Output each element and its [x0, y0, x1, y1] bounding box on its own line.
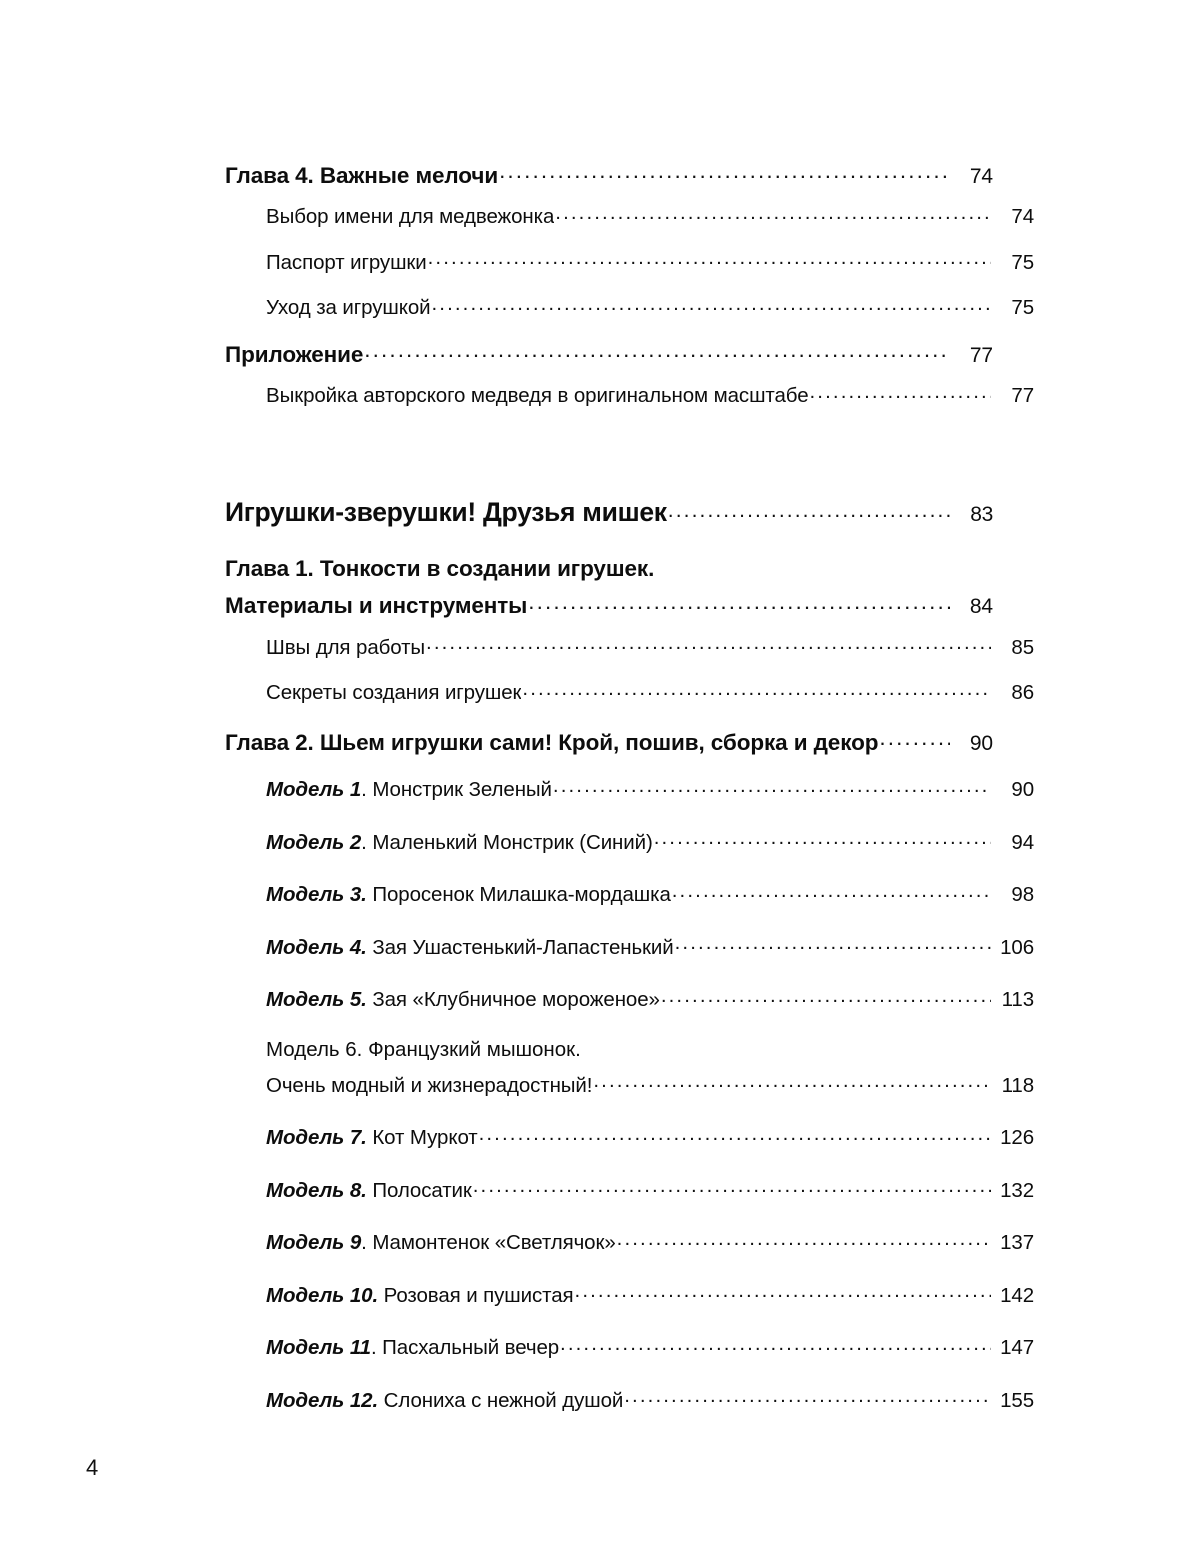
spacer	[225, 907, 993, 933]
model-entry-label: Модель 3. Поросенок Милашка-мордашка	[266, 883, 671, 906]
model-entry-page: 90	[1011, 778, 1034, 801]
dot-leader	[624, 1386, 991, 1407]
dot-leader	[428, 248, 991, 269]
model-list	[225, 776, 1034, 1413]
toc-entry-label: Швы для работы	[266, 635, 426, 659]
spacer	[225, 320, 993, 339]
model-entry[interactable]	[225, 881, 1034, 908]
model-entry-page: 142	[1000, 1283, 1034, 1307]
toc-entry-page: 77	[969, 343, 993, 367]
spacer	[225, 1150, 993, 1176]
model-number: Модель 8.	[266, 1178, 367, 1202]
model-number: Модель 3.	[266, 883, 367, 906]
model-number: Модель 9	[266, 1231, 362, 1254]
toc-entry-page: 75	[1011, 250, 1034, 274]
model-entry-page: 118	[1001, 1073, 1034, 1097]
spacer	[225, 960, 993, 986]
table-of-contents	[225, 160, 1034, 1413]
dot-leader	[560, 1334, 991, 1355]
dot-leader	[675, 933, 991, 954]
spacer	[225, 705, 993, 727]
model-number: Модель 12.	[266, 1388, 379, 1412]
dot-leader	[555, 203, 991, 224]
model-entry[interactable]	[225, 828, 1034, 855]
book-title-label: Игрушки-зверушки! Друзья мишек	[225, 496, 667, 527]
model-entry-label: Модель 11. Пасхальный вечер	[266, 1336, 560, 1359]
model-entry-label: Модель 1. Монстрик Зеленый	[266, 778, 552, 801]
toc-entry-book-title[interactable]	[225, 494, 993, 528]
dot-leader	[672, 881, 991, 902]
spacer	[225, 756, 993, 776]
toc-entry-sub[interactable]	[225, 633, 1034, 660]
toc-entry-label: Глава 4. Важные мелочи	[225, 162, 499, 188]
dot-leader	[575, 1281, 991, 1302]
model-number: Модель 7.	[266, 1126, 367, 1149]
toc-entry-sub[interactable]	[225, 382, 1034, 409]
model-entry-page: 137	[1000, 1231, 1034, 1254]
spacer	[225, 1098, 993, 1124]
dot-leader	[593, 1071, 991, 1092]
toc-entry-page: 74	[1011, 205, 1034, 228]
spacer	[225, 1360, 993, 1386]
dot-leader	[668, 494, 950, 521]
model-entry-page: 155	[1000, 1388, 1034, 1412]
spacer	[225, 1255, 993, 1281]
model-entry-label: Модель 8. Полосатик	[266, 1178, 472, 1202]
toc-entry-page: 90	[969, 731, 993, 755]
dot-leader	[431, 294, 991, 315]
toc-entry-label: Приложение	[225, 341, 364, 367]
spacer	[225, 660, 993, 679]
model-entry[interactable]	[225, 1071, 1034, 1098]
spacer	[225, 1203, 993, 1229]
model-entry-label: Модель 7. Кот Муркот	[266, 1126, 478, 1149]
toc-entry-sub[interactable]	[225, 203, 1034, 230]
spacer	[225, 1308, 993, 1334]
model-entry-label: Модель 9. Мамонтенок «Светлячок»	[266, 1231, 616, 1254]
model-entry-page: 94	[1011, 830, 1034, 854]
toc-entry-label: Выкройка авторского медведя в оригинальном масштабе	[266, 384, 809, 407]
model-entry[interactable]	[225, 933, 1034, 960]
model-entry-page: 98	[1011, 883, 1034, 906]
toc-entry-sub[interactable]	[225, 294, 1034, 321]
toc-entry-chapter[interactable]	[225, 591, 993, 620]
toc-entry-label: Паспорт игрушки	[266, 250, 427, 274]
toc-entry-label: Выбор имени для медвежонка	[266, 205, 555, 228]
model-number: Модель 2	[266, 830, 362, 854]
toc-entry-label: Глава 2. Шьем игрушки сами! Крой, пошив, сборка и декор	[225, 729, 879, 755]
model-entry[interactable]	[225, 1281, 1034, 1308]
model-entry[interactable]	[225, 1124, 1034, 1151]
spacer	[225, 855, 993, 881]
model-entry-label: Модель 4. Зая Ушастенький-Лапастенький	[266, 935, 674, 959]
model-entry[interactable]	[225, 1386, 1034, 1413]
toc-entry-page: 74	[969, 164, 993, 188]
page-number: 4	[86, 1455, 99, 1480]
toc-entry-label: Секреты создания игрушек	[266, 681, 522, 704]
spacer	[225, 229, 993, 248]
dot-leader	[426, 633, 991, 654]
spacer	[225, 1012, 993, 1038]
model-entry-label: Модель 5. Зая «Клубничное мороженое»	[266, 988, 660, 1011]
dot-leader	[879, 727, 950, 750]
toc-entry-chapter[interactable]	[225, 727, 993, 756]
spacer	[225, 619, 993, 633]
model-entry[interactable]	[225, 1334, 1034, 1361]
toc-entry-chapter[interactable]	[225, 160, 993, 189]
dot-leader	[661, 986, 991, 1007]
toc-entry-page: 84	[969, 595, 993, 618]
model-entry-page: 106	[1000, 935, 1034, 959]
toc-entry-page: 83	[970, 502, 993, 526]
dot-leader	[522, 679, 991, 700]
model-entry[interactable]	[225, 1176, 1034, 1203]
spacer	[225, 368, 993, 382]
dot-leader	[528, 591, 950, 614]
model-entry-line1: Модель 6. Французкий мышонок.	[266, 1038, 581, 1061]
model-entry-label: Модель 12. Слониха с нежной душой	[266, 1388, 624, 1412]
spacer	[225, 528, 993, 556]
dot-leader	[364, 339, 950, 362]
model-number: Модель 10.	[266, 1283, 379, 1307]
model-entry[interactable]	[225, 776, 1034, 803]
toc-entry-page: 86	[1011, 681, 1034, 704]
toc-entry-sub[interactable]	[225, 679, 1034, 706]
model-number: Модель 11	[266, 1336, 371, 1359]
model-number: Модель 6.	[266, 1038, 363, 1061]
toc-entry-sub[interactable]	[225, 248, 1034, 275]
toc-entry-page: 77	[1011, 384, 1034, 407]
toc-entry-label: Уход за игрушкой	[266, 296, 431, 319]
spacer	[225, 189, 993, 203]
model-entry-label: Модель 2. Маленький Монстрик (Синий)	[266, 830, 653, 854]
toc-entry-page: 75	[1011, 296, 1034, 319]
model-number: Модель 5.	[266, 988, 367, 1011]
dot-leader	[553, 776, 991, 797]
toc-entry-label: Материалы и инструменты	[225, 593, 528, 618]
spacer	[225, 1062, 993, 1071]
model-entry-label: Очень модный и жизнерадостный!	[266, 1073, 593, 1097]
spacer	[225, 802, 993, 828]
model-entry-page: 147	[1000, 1336, 1034, 1359]
model-entry-page: 113	[1001, 988, 1034, 1011]
dot-leader	[617, 1229, 991, 1250]
toc-entry-chapter-line1: Глава 1. Тонкости в создании игрушек.	[225, 555, 655, 581]
model-entry-label: Модель 10. Розовая и пушистая	[266, 1283, 574, 1307]
dot-leader	[479, 1124, 991, 1145]
model-entry[interactable]	[225, 1229, 1034, 1256]
toc-entry-chapter[interactable]	[225, 339, 993, 368]
spacer	[225, 275, 993, 294]
section-spacer	[225, 408, 993, 494]
model-entry[interactable]	[225, 986, 1034, 1013]
toc-entry-page: 85	[1011, 635, 1034, 659]
dot-leader	[810, 382, 991, 403]
dot-leader	[654, 828, 991, 849]
model-number: Модель 4.	[266, 935, 367, 959]
dot-leader	[499, 160, 950, 183]
spacer	[225, 582, 993, 591]
model-entry-page: 132	[1000, 1178, 1034, 1202]
dot-leader	[473, 1176, 991, 1197]
model-number: Модель 1	[266, 778, 362, 801]
model-entry-page: 126	[1000, 1126, 1034, 1149]
